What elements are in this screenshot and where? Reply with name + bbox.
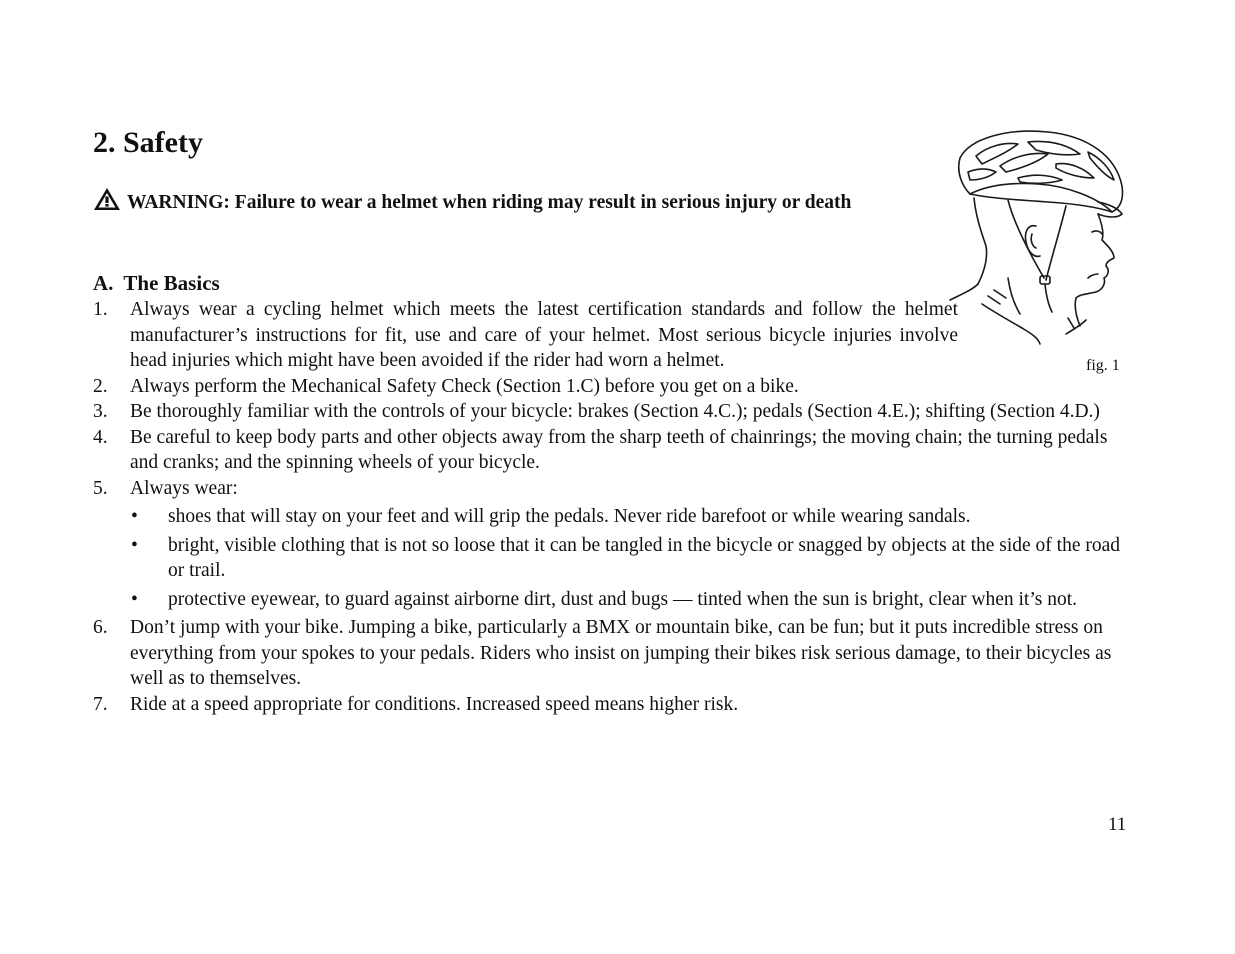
- list-item: [93, 615, 1133, 692]
- item-number: 5.: [93, 477, 108, 499]
- bullet-item: [93, 587, 1133, 613]
- bullet-icon: •: [131, 588, 138, 610]
- item-text: Always wear:: [130, 477, 238, 499]
- bullet-list: [93, 504, 1133, 612]
- list-item: [93, 476, 1133, 502]
- list-item: [93, 425, 1133, 476]
- bullet-text: shoes that will stay on your feet and will grip the pedals. Never ride barefoot or while wearing sandals.: [168, 506, 971, 527]
- list-item: [93, 374, 1133, 400]
- item-number: 6.: [93, 617, 108, 638]
- bullet-icon: •: [131, 534, 138, 556]
- bullet-item: [93, 504, 1133, 530]
- page-title: 2. Safety: [93, 126, 203, 159]
- item-text: Don’t jump with your bike. Jumping a bike, particularly a BMX or mountain bike, can be fun; but it puts incredible stress on everything from your spokes to your pedals. Riders who insist on jumping their bikes risk serious damage, to their bicycles as well as to themselves.: [130, 617, 1112, 689]
- item-number: 7.: [93, 693, 108, 715]
- page-number: 11: [1108, 814, 1127, 835]
- bullet-icon: •: [131, 506, 138, 527]
- safety-list: [93, 297, 1133, 717]
- list-item: [93, 297, 958, 374]
- bullet-item: [93, 533, 1133, 584]
- item-text: Be thoroughly familiar with the controls of your bicycle: brakes (Section 4.C.); pedals (Section 4.E.); shifting (Section 4.D.): [130, 401, 1100, 422]
- item-number: 3.: [93, 401, 108, 422]
- section-heading: [93, 269, 220, 297]
- item-text: Be careful to keep body parts and other objects away from the sharp teeth of chainrings; the moving chain; the turning pedals and cranks; and the spinning wheels of your bicycle.: [130, 426, 1108, 473]
- item-number: 4.: [93, 426, 108, 448]
- bullet-text: protective eyewear, to guard against airborne dirt, dust and bugs — tinted when the sun is bright, clear when it’s not.: [168, 588, 1077, 610]
- item-number: 1.: [93, 299, 108, 320]
- warning-text: WARNING: Failure to wear a helmet when riding may result in serious injury or death: [127, 192, 852, 213]
- warning-triangle-icon: [93, 187, 121, 219]
- item-text: Always wear a cycling helmet which meets the latest certification standards and follow the helmet manufacturer’s instructions for fit, use and care of your helmet. Most serious bicycle injuries involve head injuries which might have been avoided if the rider had worn a helmet.: [130, 299, 958, 371]
- figure-caption: fig. 1: [1086, 357, 1120, 374]
- section-letter: A.: [93, 271, 114, 295]
- bullet-text: bright, visible clothing that is not so loose that it can be tangled in the bicycle or snagged by objects at the side of the road or trail.: [168, 534, 1121, 581]
- warning-notice: [93, 187, 921, 219]
- list-item: [93, 399, 1133, 425]
- helmet-head-illustration: [948, 128, 1128, 348]
- item-text: Ride at a speed appropriate for conditions. Increased speed means higher risk.: [130, 693, 739, 715]
- list-item: [93, 692, 1133, 718]
- item-number: 2.: [93, 375, 108, 397]
- item-text: Always perform the Mechanical Safety Check (Section 1.C) before you get on a bike.: [130, 375, 799, 397]
- section-title: The Basics: [123, 271, 220, 295]
